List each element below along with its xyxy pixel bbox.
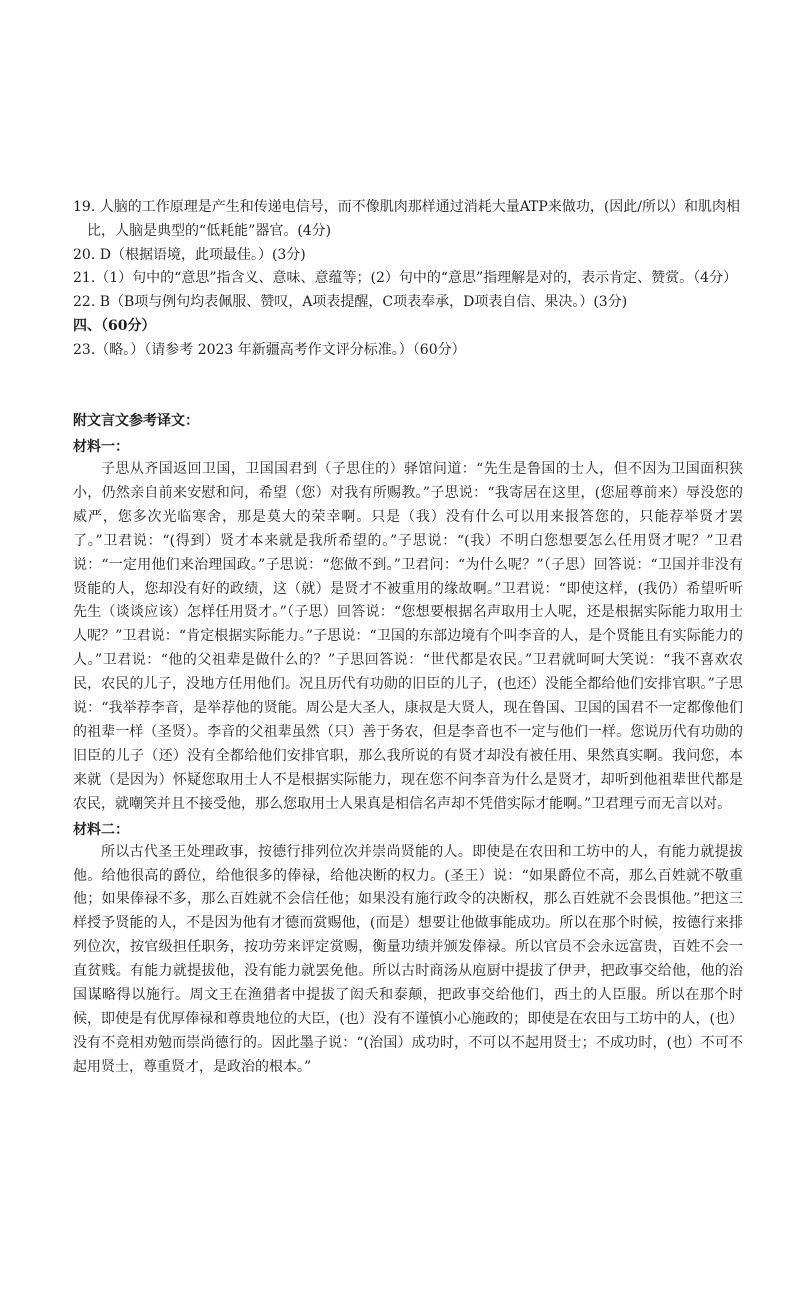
material-two-text: 所以古代圣王处理政事，按德行排列位次并崇尚贤能的人。即使是在农田和工坊中的人，有能力就提拔他。给他很高的爵位，给他很多的俸禄，给他决断的权力。(圣王）说：“如果爵位不高，那么百姓就不敬重他；如果俸禄不多，那么百姓就不会信任他；如果没有施行政令的决断权，那么百姓就不会畏惧他。”把这三样授予贤能的人，不是因为他有才德而赏赐他，(而是）想要让他做事能成功。所以在那个时候，按德行来排列位次，按官级担任职务，按功劳来评定赏赐，衡量功绩并颁发俸禄。所以官员不会永远富贵，百姓不会一直贫贱。有能力就提拔他，没有能力就罢免他。所以古时商汤从庖厨中提拔了伊尹，把政事交给他，他的治国谋略得以施行。周文王在渔猎者中提拔了闳夭和泰颠，把政事交给他们，西土的人臣服。所以在那个时候，即使是有优厚俸禄和尊贵地位的大臣，(也）没有不谨慎小心施政的；即使是在农田与工坊中的人，(也）没有不竞相劝勉而崇尚德行的。因此墨子说：“(治国）成功时，不可以不起用贤士；不成功时，(也）不可不起用贤士，尊重贤才，是政治的根本。” — [73, 843, 743, 1075]
answer-23: 23.（略。）（请参考 2023 年新疆高考作文评分标准。）（60分） — [73, 341, 466, 358]
answer-20: 20. D（根据语境，此项最佳。）(3分) — [73, 246, 306, 263]
material-one-text: 子思从齐国返回卫国，卫国国君到（子思住的）驿馆问道：“先生是鲁国的士人，但不因为卫国面积狭小，仍然亲自前来安慰和问，希望（您）对我有所赐教。”子思说：“我寄居在这里，(您屈尊前来）辱没您的威严，您多次光临寒舍，那是莫大的荣幸啊。只是（我）没有什么可以用来报答您的，只能荐举贤才罢了。”卫君说：“(得到）贤才本来就是我所希望的。”子思说：“(我）不明白您想要怎么任用贤才呢？”卫君说：“一定用他们来治理国政。”子思说：“您做不到。”卫君问：“为什么呢？”（子思）回答说：“卫国并非没有贤能的人，您却没有好的政绩，这（就）是贤才不被重用的缘故啊。”卫君说：“即使这样，(我仍）希望听听先生（谈谈应该）怎样任用贤才。”（子思）回答说：“您想要根据名声取用士人呢，还是根据实际能力取用士人呢？”卫君说：“肯定根据实际能力。”子思说：“卫国的东部边境有个叫李音的人，是个贤能且有实际能力的人。”卫君说：“他的父祖辈是做什么的？”子思回答说：“世代都是农民。”卫君就呵呵大笑说：“我不喜欢农民，农民的儿子，没地方任用他们。况且历代有功勋的旧臣的儿子，(也还）没能全都给他们安排官职。”子思说：“我举荐李音，是举荐他的贤能。周公是大圣人，康叔是大贤人，现在鲁国、卫国的国君不一定都像他们的祖辈一样（圣贤）。李音的父祖辈虽然（只）善于务农，但是李音也不一定与他们一样。您说历代有功勋的旧臣的儿子（还）没有全都给他们安排官职，那么我所说的有贤才却没有被任用、果然真实啊。我问您，本来就（是因为）怀疑您取用士人不是根据实际能力，现在您不问李音为什么是贤才，却听到他祖辈世代都是农民，就嘲笑并且不接受他，那么您取用士人果真是相信名声却不凭借实际才能啊。”卫君理亏而无言以对。 — [73, 461, 743, 812]
material-two-label: 材料二： — [73, 821, 129, 838]
answer-19: 19. 人脑的工作原理是产生和传递电信号，而不像肌肉那样通过消耗大量ATP来做功，(因此/所以）和肌肉相比，人脑是典型的“低耗能”器官。(4分) — [73, 199, 740, 239]
material-one — [73, 436, 743, 817]
material-two — [73, 819, 743, 1080]
appendix-translation — [73, 410, 743, 1080]
material-one-label: 材料一： — [73, 439, 129, 455]
answer-21: 21.（1）句中的“意思”指含义、意味、意蕴等；(2）句中的“意思”指理解是对的，表示肯定、赞赏。（4分） — [73, 270, 738, 287]
appendix-title: 附文言文参考译文： — [73, 413, 199, 429]
answer-22: 22. B（B项与例句均表佩服、赞叹，A项表提醒，C项表奉承，D项表自信、果决。）(3分) — [73, 294, 628, 311]
answer-list — [73, 196, 743, 363]
section-four-heading: 四、（60分） — [73, 317, 156, 334]
